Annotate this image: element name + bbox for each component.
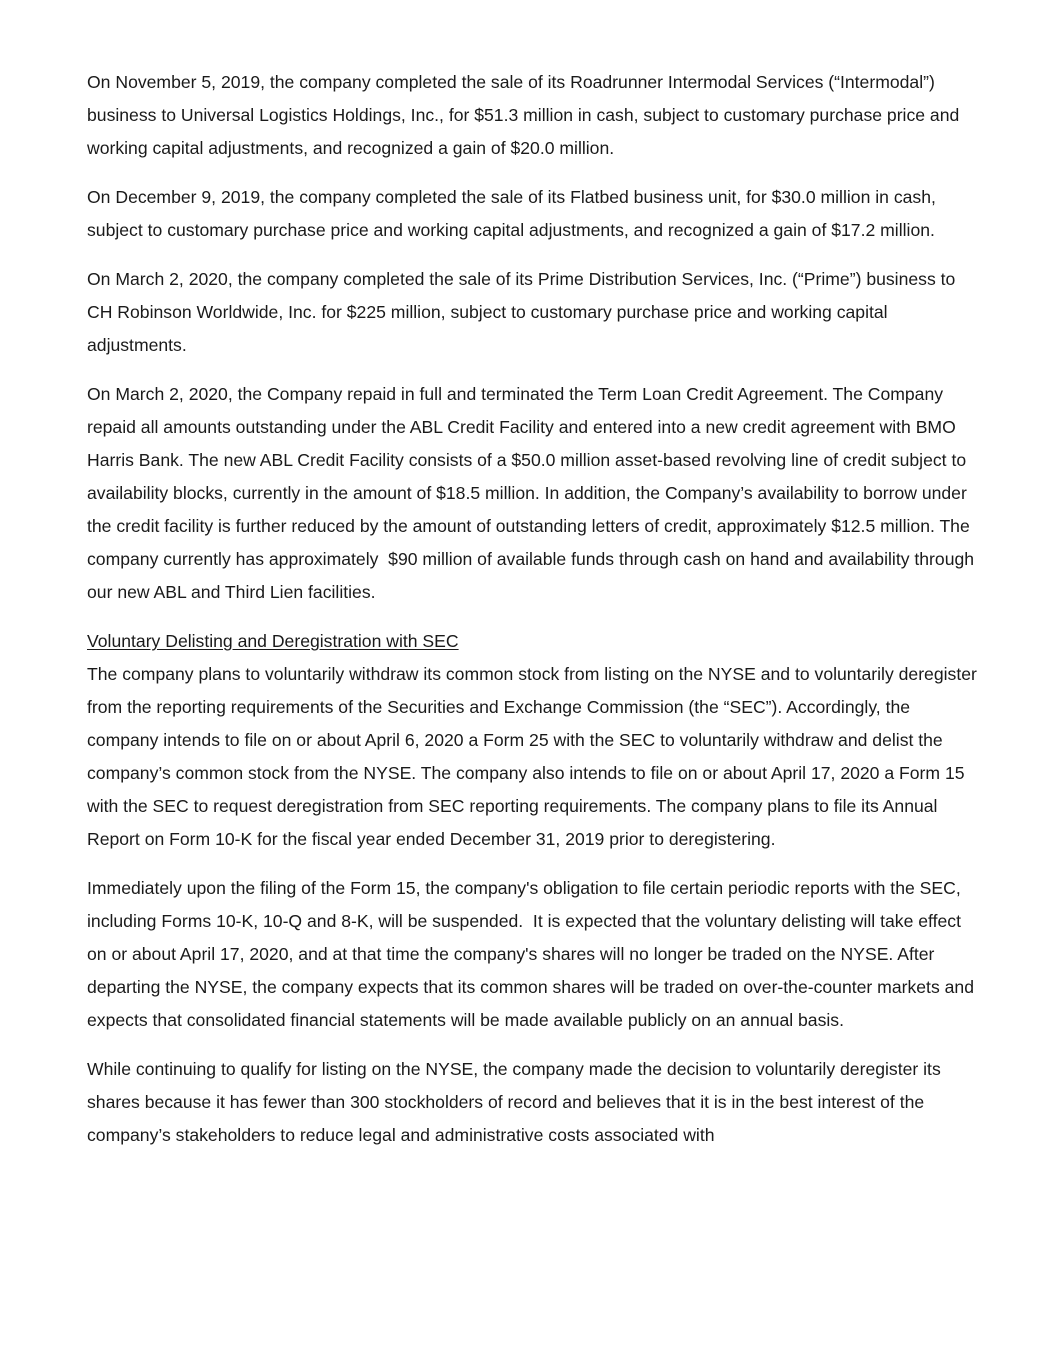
paragraph-intermodal-sale: On November 5, 2019, the company completed the sale of its Roadrunner Intermodal Services (“Intermodal”) business to Universal Logistics Holdings, Inc., for $51.3 million in cash, subject to customary purchase price and working capital adjustments, and recognized a gain of $20.0 million. xyxy=(87,72,965,158)
paragraph-form-15-effects: Immediately upon the filing of the Form 15, the company's obligation to file certain periodic reports with the SEC, including Forms 10-K, 10-Q and 8-K, will be suspended. It is expected that the voluntary delisting will take effect on or about April 17, 2020, and at that time the company's shares will no longer be traded on the NYSE. After departing the NYSE, the company expects that its common shares will be traded on over-the-counter markets and expects that consolidated financial statements will be made available publicly on an annual basis. xyxy=(87,878,979,1030)
paragraph-delisting-plan: The company plans to voluntarily withdraw its common stock from listing on the NYSE and to voluntarily deregister from the reporting requirements of the Securities and Exchange Commission (the “SEC”). Accordingly, the company intends to file on or about April 6, 2020 a Form 25 with the SEC to voluntarily withdraw and delist the company’s common stock from the NYSE. The company also intends to file on or about April 17, 2020 a Form 15 with the SEC to request deregistration from SEC reporting requirements. The company plans to file its Annual Report on Form 10-K for the fiscal year ended December 31, 2019 prior to deregistering. xyxy=(87,664,982,849)
paragraph-prime-sale: On March 2, 2020, the company completed the sale of its Prime Distribution Services, Inc. (“Prime”) business to CH Robinson Worldwide, Inc. for $225 million, subject to customary purchase price and working capital adjustments. xyxy=(87,269,961,355)
section-heading-delisting: Voluntary Delisting and Deregistration with SEC xyxy=(87,631,459,651)
paragraph-credit-agreement: On March 2, 2020, the Company repaid in full and terminated the Term Loan Credit Agreement. The Company repaid all amounts outstanding under the ABL Credit Facility and entered into a new credit agreement with BMO Harris Bank. The new ABL Credit Facility consists of a $50.0 million asset-based revolving line of credit subject to availability blocks, currently in the amount of $18.5 million. In addition, the Company’s availability to borrow under the credit facility is further reduced by the amount of outstanding letters of credit, approximately $12.5 million. The company currently has approximately $90 million of available funds through cash on hand and availability through our new ABL and Third Lien facilities. xyxy=(87,384,979,602)
paragraph-flatbed-sale: On December 9, 2019, the company completed the sale of its Flatbed business unit, for $30.0 million in cash, subject to customary purchase price and working capital adjustments, and recognized a gain of $17.2 million. xyxy=(87,187,941,240)
document-page xyxy=(87,66,982,1168)
paragraph-deregistration-rationale: While continuing to qualify for listing on the NYSE, the company made the decision to voluntarily deregister its shares because it has fewer than 300 stockholders of record and believes that it is in the best interest of the company’s stakeholders to reduce legal and administrative costs associated with xyxy=(87,1059,946,1145)
